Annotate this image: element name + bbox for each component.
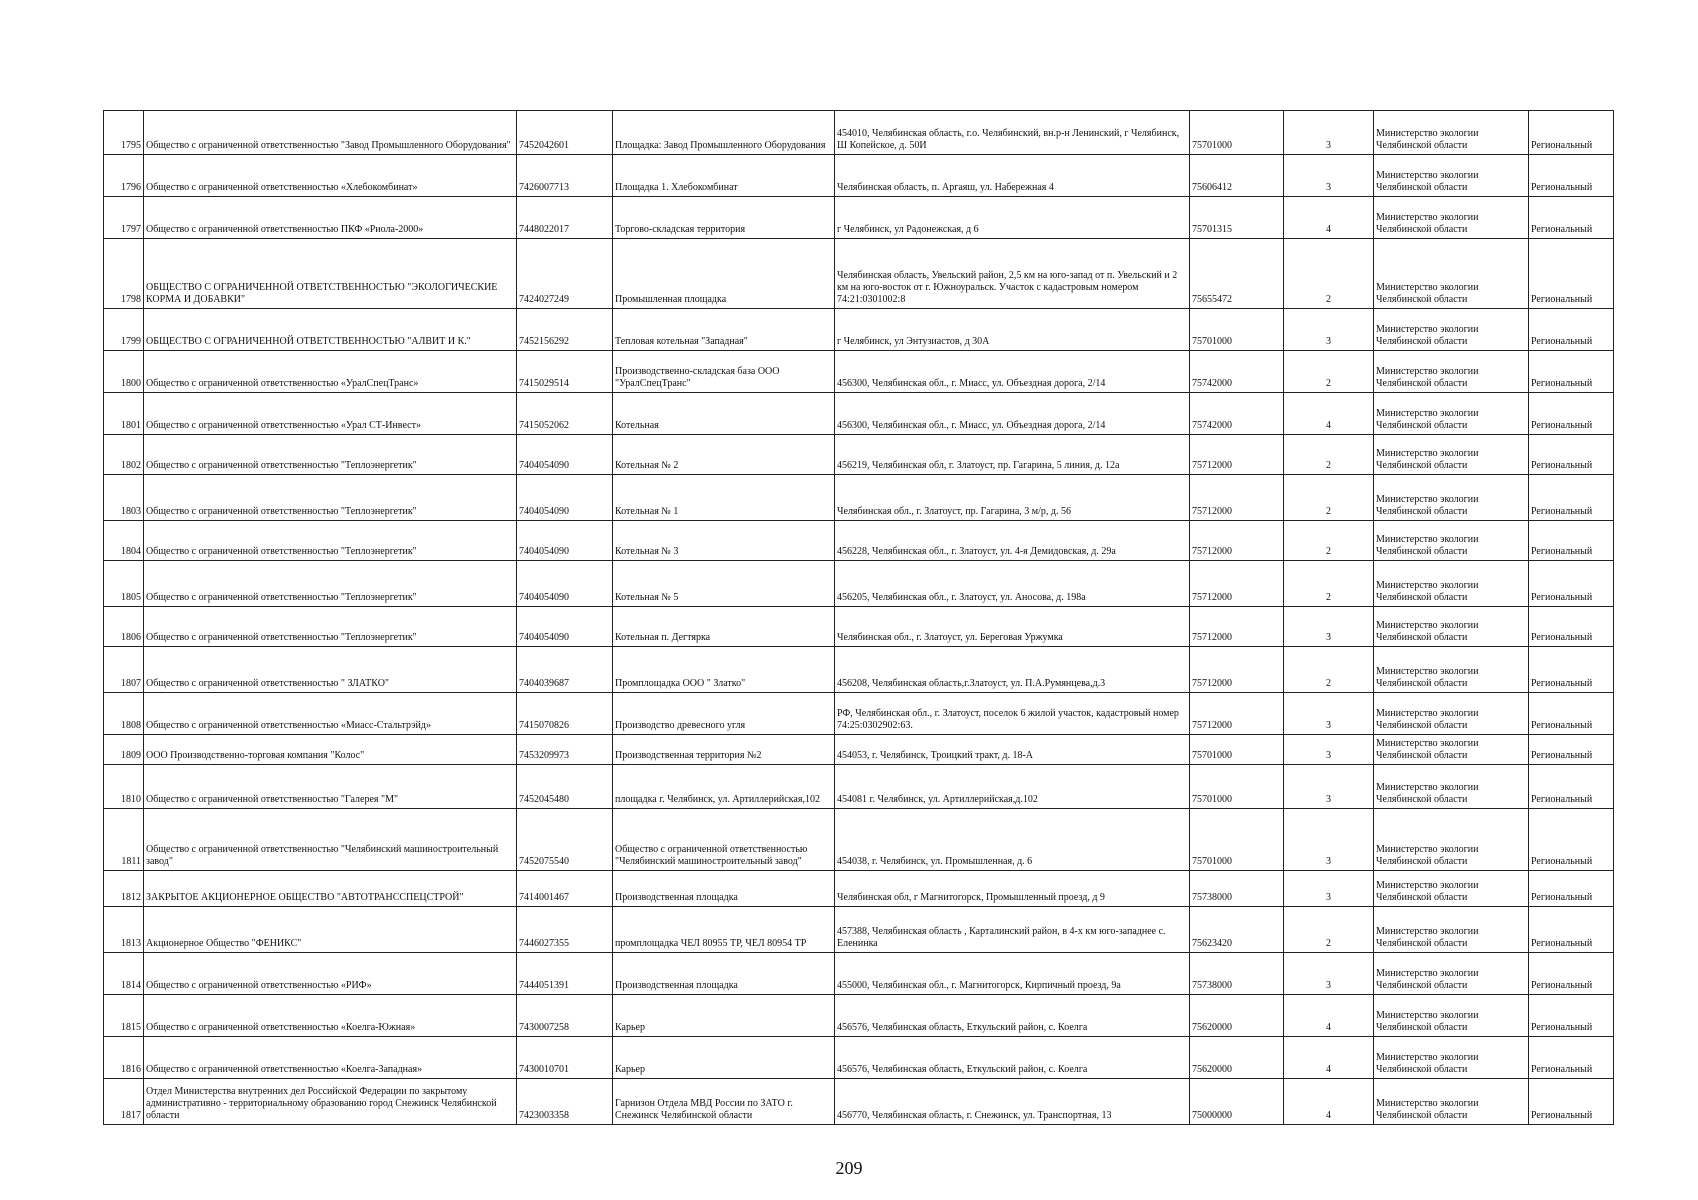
supervision-level: Региональный — [1529, 995, 1614, 1037]
oktmo-code: 75701000 — [1190, 309, 1284, 351]
supervising-authority: Министерство экологии Челябинской области — [1374, 647, 1529, 693]
site-name: Гарнизон Отдела МВД России по ЗАТО г. Снежинск Челябинской области — [613, 1079, 835, 1125]
row-number: 1806 — [104, 607, 144, 647]
oktmo-code: 75701000 — [1190, 809, 1284, 871]
table-row — [104, 111, 1614, 155]
row-number: 1800 — [104, 351, 144, 393]
table-row — [104, 561, 1614, 607]
table-row — [104, 995, 1614, 1037]
organization-name: Общество с ограниченной ответственностью " ЗЛАТКО" — [144, 647, 517, 693]
site-name: Котельная п. Дегтярка — [613, 607, 835, 647]
row-number: 1810 — [104, 765, 144, 809]
site-address: 456219, Челябинская обл, г. Златоуст, пр. Гагарина, 5 линия, д. 12а — [835, 435, 1190, 475]
organization-name: Общество с ограниченной ответственностью «УралСпецТранс» — [144, 351, 517, 393]
supervising-authority: Министерство экологии Челябинской области — [1374, 1079, 1529, 1125]
table-row — [104, 765, 1614, 809]
site-name: Производственная площадка — [613, 871, 835, 907]
site-address: Челябинская область, Увельский район, 2,5 км на юго-запад от п. Увельский и 2 км на юго-восток от г. Южноуральск. Участок с кадастровым номером 74:21:0301002:8 — [835, 239, 1190, 309]
oktmo-code: 75701000 — [1190, 765, 1284, 809]
row-number: 1815 — [104, 995, 144, 1037]
table-row — [104, 871, 1614, 907]
table-row — [104, 907, 1614, 953]
site-name: Производство древесного угля — [613, 693, 835, 735]
row-number: 1795 — [104, 111, 144, 155]
oktmo-code: 75701315 — [1190, 197, 1284, 239]
site-name: Карьер — [613, 1037, 835, 1079]
organization-name: ОБЩЕСТВО С ОГРАНИЧЕННОЙ ОТВЕТСТВЕННОСТЬЮ "АЛВИТ И К." — [144, 309, 517, 351]
organization-name: ООО Производственно-торговая компания "Колос" — [144, 735, 517, 765]
oktmo-code: 75712000 — [1190, 647, 1284, 693]
table-row — [104, 1079, 1614, 1125]
inn: 7415052062 — [517, 393, 613, 435]
supervision-level: Региональный — [1529, 393, 1614, 435]
category: 3 — [1284, 155, 1374, 197]
organization-name: ОБЩЕСТВО С ОГРАНИЧЕННОЙ ОТВЕТСТВЕННОСТЬЮ "ЭКОЛОГИЧЕСКИЕ КОРМА И ДОБАВКИ" — [144, 239, 517, 309]
supervising-authority: Министерство экологии Челябинской области — [1374, 1037, 1529, 1079]
inn: 7404054090 — [517, 607, 613, 647]
table-row — [104, 809, 1614, 871]
category: 4 — [1284, 393, 1374, 435]
category: 3 — [1284, 809, 1374, 871]
oktmo-code: 75655472 — [1190, 239, 1284, 309]
row-number: 1796 — [104, 155, 144, 197]
row-number: 1801 — [104, 393, 144, 435]
supervising-authority: Министерство экологии Челябинской области — [1374, 197, 1529, 239]
table-row — [104, 521, 1614, 561]
supervision-level: Региональный — [1529, 561, 1614, 607]
site-address: Челябинская обл., г. Златоуст, ул. Береговая Уржумка — [835, 607, 1190, 647]
organization-name: Общество с ограниченной ответственностью "Галерея "М" — [144, 765, 517, 809]
organization-name: Общество с ограниченной ответственностью ПКФ «Риола-2000» — [144, 197, 517, 239]
category: 2 — [1284, 521, 1374, 561]
category: 3 — [1284, 607, 1374, 647]
oktmo-code: 75712000 — [1190, 435, 1284, 475]
category: 2 — [1284, 475, 1374, 521]
site-address: РФ, Челябинская обл., г. Златоуст, поселок 6 жилой участок, кадастровый номер 74:25:0302902:63. — [835, 693, 1190, 735]
site-name: Котельная № 3 — [613, 521, 835, 561]
inn: 7446027355 — [517, 907, 613, 953]
inn: 7430010701 — [517, 1037, 613, 1079]
category: 3 — [1284, 111, 1374, 155]
supervision-level: Региональный — [1529, 1079, 1614, 1125]
site-name: Производственная площадка — [613, 953, 835, 995]
inn: 7452045480 — [517, 765, 613, 809]
supervising-authority: Министерство экологии Челябинской области — [1374, 693, 1529, 735]
row-number: 1812 — [104, 871, 144, 907]
inn: 7452042601 — [517, 111, 613, 155]
site-address: Челябинская область, п. Аргаяш, ул. Набережная 4 — [835, 155, 1190, 197]
site-name: Промышленная площадка — [613, 239, 835, 309]
supervising-authority: Министерство экологии Челябинской области — [1374, 435, 1529, 475]
inn: 7404039687 — [517, 647, 613, 693]
site-address: 457388, Челябинская область , Карталинский район, в 4-х км юго-западнее с. Еленинка — [835, 907, 1190, 953]
inn: 7415029514 — [517, 351, 613, 393]
category: 2 — [1284, 351, 1374, 393]
supervising-authority: Министерство экологии Челябинской области — [1374, 765, 1529, 809]
inn: 7424027249 — [517, 239, 613, 309]
supervising-authority: Министерство экологии Челябинской области — [1374, 953, 1529, 995]
inn: 7452156292 — [517, 309, 613, 351]
row-number: 1816 — [104, 1037, 144, 1079]
row-number: 1798 — [104, 239, 144, 309]
site-address: 456770, Челябинская область, г. Снежинск, ул. Транспортная, 13 — [835, 1079, 1190, 1125]
row-number: 1807 — [104, 647, 144, 693]
table-row — [104, 735, 1614, 765]
table-row — [104, 953, 1614, 995]
supervision-level: Региональный — [1529, 111, 1614, 155]
site-name: Котельная — [613, 393, 835, 435]
oktmo-code: 75000000 — [1190, 1079, 1284, 1125]
supervision-level: Региональный — [1529, 765, 1614, 809]
site-address: 455000, Челябинская обл., г. Магнитогорск, Кирпичный проезд, 9а — [835, 953, 1190, 995]
oktmo-code: 75712000 — [1190, 521, 1284, 561]
table-row — [104, 693, 1614, 735]
site-address: 456576, Челябинская область, Еткульский район, с. Коелга — [835, 1037, 1190, 1079]
site-name: Тепловая котельная "Западная" — [613, 309, 835, 351]
supervision-level: Региональный — [1529, 197, 1614, 239]
supervision-level: Региональный — [1529, 309, 1614, 351]
supervision-level: Региональный — [1529, 693, 1614, 735]
site-name: Производственно-складская база ООО "УралСпецТранс" — [613, 351, 835, 393]
supervision-level: Региональный — [1529, 239, 1614, 309]
organization-name: Общество с ограниченной ответственностью «Хлебокомбинат» — [144, 155, 517, 197]
supervising-authority: Министерство экологии Челябинской области — [1374, 351, 1529, 393]
supervision-level: Региональный — [1529, 953, 1614, 995]
category: 3 — [1284, 765, 1374, 809]
oktmo-code: 75623420 — [1190, 907, 1284, 953]
organization-name: Общество с ограниченной ответственностью "Челябинский машиностроительный завод" — [144, 809, 517, 871]
site-name: Промплощадка ООО " Златко" — [613, 647, 835, 693]
oktmo-code: 75620000 — [1190, 995, 1284, 1037]
table-row — [104, 435, 1614, 475]
inn: 7404054090 — [517, 435, 613, 475]
inn: 7404054090 — [517, 475, 613, 521]
site-name: Площадка: Завод Промышленного Оборудования — [613, 111, 835, 155]
site-address: 454010, Челябинская область, г.о. Челябинский, вн.р-н Ленинский, г Челябинск, Ш Копейское, д. 50И — [835, 111, 1190, 155]
category: 2 — [1284, 435, 1374, 475]
table-row — [104, 239, 1614, 309]
supervision-level: Региональный — [1529, 435, 1614, 475]
supervision-level: Региональный — [1529, 735, 1614, 765]
table-row — [104, 351, 1614, 393]
site-address: г Челябинск, ул Энтузиастов, д 30А — [835, 309, 1190, 351]
table-row — [104, 155, 1614, 197]
table-row — [104, 309, 1614, 351]
supervising-authority: Министерство экологии Челябинской области — [1374, 111, 1529, 155]
site-name: промплощадка ЧЕЛ 80955 ТР, ЧЕЛ 80954 ТР — [613, 907, 835, 953]
inn: 7430007258 — [517, 995, 613, 1037]
organization-name: Акционерное Общество "ФЕНИКС" — [144, 907, 517, 953]
category: 3 — [1284, 953, 1374, 995]
site-address: 456300, Челябинская обл., г. Миасс, ул. Объездная дорога, 2/14 — [835, 393, 1190, 435]
oktmo-code: 75712000 — [1190, 475, 1284, 521]
supervising-authority: Министерство экологии Челябинской области — [1374, 239, 1529, 309]
oktmo-code: 75701000 — [1190, 735, 1284, 765]
organization-name: Общество с ограниченной ответственностью "Теплоэнергетик" — [144, 475, 517, 521]
supervising-authority: Министерство экологии Челябинской области — [1374, 309, 1529, 351]
supervising-authority: Министерство экологии Челябинской области — [1374, 475, 1529, 521]
site-address: 456228, Челябинская обл., г. Златоуст, ул. 4-я Демидовская, д. 29а — [835, 521, 1190, 561]
row-number: 1808 — [104, 693, 144, 735]
inn: 7448022017 — [517, 197, 613, 239]
row-number: 1813 — [104, 907, 144, 953]
inn: 7452075540 — [517, 809, 613, 871]
oktmo-code: 75738000 — [1190, 871, 1284, 907]
organization-name: Общество с ограниченной ответственностью "Теплоэнергетик" — [144, 435, 517, 475]
supervising-authority: Министерство экологии Челябинской области — [1374, 809, 1529, 871]
organization-name: Общество с ограниченной ответственностью "Теплоэнергетик" — [144, 607, 517, 647]
organization-name: Общество с ограниченной ответственностью «Коелга-Западная» — [144, 1037, 517, 1079]
site-name: Котельная № 2 — [613, 435, 835, 475]
site-name: Карьер — [613, 995, 835, 1037]
category: 3 — [1284, 309, 1374, 351]
supervision-level: Региональный — [1529, 809, 1614, 871]
supervision-level: Региональный — [1529, 475, 1614, 521]
supervision-level: Региональный — [1529, 871, 1614, 907]
table-row — [104, 607, 1614, 647]
inn: 7444051391 — [517, 953, 613, 995]
inn: 7453209973 — [517, 735, 613, 765]
site-name: Производственная территория №2 — [613, 735, 835, 765]
category: 3 — [1284, 693, 1374, 735]
row-number: 1797 — [104, 197, 144, 239]
organization-name: Общество с ограниченной ответственностью «Миасс-Стальтрэйд» — [144, 693, 517, 735]
organization-name: Общество с ограниченной ответственностью "Завод Промышленного Оборудования" — [144, 111, 517, 155]
supervising-authority: Министерство экологии Челябинской области — [1374, 561, 1529, 607]
oktmo-code: 75606412 — [1190, 155, 1284, 197]
row-number: 1805 — [104, 561, 144, 607]
oktmo-code: 75742000 — [1190, 393, 1284, 435]
table-row — [104, 647, 1614, 693]
category: 4 — [1284, 995, 1374, 1037]
supervision-level: Региональный — [1529, 155, 1614, 197]
row-number: 1804 — [104, 521, 144, 561]
category: 2 — [1284, 239, 1374, 309]
supervising-authority: Министерство экологии Челябинской области — [1374, 607, 1529, 647]
table-row — [104, 475, 1614, 521]
inn: 7423003358 — [517, 1079, 613, 1125]
supervising-authority: Министерство экологии Челябинской области — [1374, 995, 1529, 1037]
site-address: 456576, Челябинская область, Еткульский район, с. Коелга — [835, 995, 1190, 1037]
table-row — [104, 197, 1614, 239]
registry-table-body — [104, 111, 1614, 1125]
site-address: Челябинская обл, г Магнитогорск, Промышленный проезд, д 9 — [835, 871, 1190, 907]
site-address: 454038, г. Челябинск, ул. Промышленная, д. 6 — [835, 809, 1190, 871]
site-name: Общество с ограниченной ответственностью "Челябинский машиностроительный завод" — [613, 809, 835, 871]
oktmo-code: 75712000 — [1190, 607, 1284, 647]
category: 4 — [1284, 1037, 1374, 1079]
row-number: 1802 — [104, 435, 144, 475]
site-address: 456300, Челябинская обл., г. Миасс, ул. Объездная дорога, 2/14 — [835, 351, 1190, 393]
inn: 7404054090 — [517, 561, 613, 607]
supervising-authority: Министерство экологии Челябинской области — [1374, 155, 1529, 197]
supervision-level: Региональный — [1529, 907, 1614, 953]
organization-name: ЗАКРЫТОЕ АКЦИОНЕРНОЕ ОБЩЕСТВО "АВТОТРАНССПЕЦСТРОЙ" — [144, 871, 517, 907]
organization-name: Общество с ограниченной ответственностью "Теплоэнергетик" — [144, 521, 517, 561]
supervision-level: Региональный — [1529, 1037, 1614, 1079]
oktmo-code: 75738000 — [1190, 953, 1284, 995]
site-address: 454081 г. Челябинск, ул. Артиллерийская,д.102 — [835, 765, 1190, 809]
row-number: 1811 — [104, 809, 144, 871]
registry-table — [103, 110, 1614, 1125]
site-name: Площадка 1. Хлебокомбинат — [613, 155, 835, 197]
site-name: Торгово-складская территория — [613, 197, 835, 239]
organization-name: Общество с ограниченной ответственностью «Урал СТ-Инвест» — [144, 393, 517, 435]
site-address: 454053, г. Челябинск, Троицкий тракт, д. 18-А — [835, 735, 1190, 765]
row-number: 1799 — [104, 309, 144, 351]
organization-name: Общество с ограниченной ответственностью "Теплоэнергетик" — [144, 561, 517, 607]
category: 3 — [1284, 871, 1374, 907]
site-address: 456205, Челябинская обл., г. Златоуст, ул. Аносова, д. 198а — [835, 561, 1190, 607]
supervision-level: Региональный — [1529, 351, 1614, 393]
site-address: Челябинская обл., г. Златоуст, пр. Гагарина, 3 м/р, д. 56 — [835, 475, 1190, 521]
inn: 7426007713 — [517, 155, 613, 197]
oktmo-code: 75620000 — [1190, 1037, 1284, 1079]
supervision-level: Региональный — [1529, 647, 1614, 693]
supervising-authority: Министерство экологии Челябинской области — [1374, 521, 1529, 561]
supervising-authority: Министерство экологии Челябинской области — [1374, 735, 1529, 765]
category: 4 — [1284, 1079, 1374, 1125]
organization-name: Отдел Министерства внутренних дел Российской Федерации по закрытому административно - территориальному образованию город Снежинск Челябинской области — [144, 1079, 517, 1125]
supervision-level: Региональный — [1529, 607, 1614, 647]
row-number: 1803 — [104, 475, 144, 521]
category: 2 — [1284, 561, 1374, 607]
row-number: 1814 — [104, 953, 144, 995]
page-number: 209 — [835, 1158, 863, 1178]
row-number: 1809 — [104, 735, 144, 765]
site-address: 456208, Челябинская область,г.Златоуст, ул. П.А.Румянцева,д.3 — [835, 647, 1190, 693]
inn: 7414001467 — [517, 871, 613, 907]
table-row — [104, 393, 1614, 435]
oktmo-code: 75701000 — [1190, 111, 1284, 155]
category: 2 — [1284, 647, 1374, 693]
inn: 7415070826 — [517, 693, 613, 735]
oktmo-code: 75712000 — [1190, 693, 1284, 735]
site-name: Котельная № 5 — [613, 561, 835, 607]
oktmo-code: 75712000 — [1190, 561, 1284, 607]
site-name: Котельная № 1 — [613, 475, 835, 521]
oktmo-code: 75742000 — [1190, 351, 1284, 393]
supervising-authority: Министерство экологии Челябинской области — [1374, 393, 1529, 435]
site-name: площадка г. Челябинск, ул. Артиллерийская,102 — [613, 765, 835, 809]
supervising-authority: Министерство экологии Челябинской области — [1374, 907, 1529, 953]
category: 3 — [1284, 735, 1374, 765]
table-row — [104, 1037, 1614, 1079]
supervising-authority: Министерство экологии Челябинской области — [1374, 871, 1529, 907]
supervision-level: Региональный — [1529, 521, 1614, 561]
site-address: г Челябинск, ул Радонежская, д 6 — [835, 197, 1190, 239]
organization-name: Общество с ограниченной ответственностью «РИФ» — [144, 953, 517, 995]
row-number: 1817 — [104, 1079, 144, 1125]
category: 4 — [1284, 197, 1374, 239]
category: 2 — [1284, 907, 1374, 953]
organization-name: Общество с ограниченной ответственностью «Коелга-Южная» — [144, 995, 517, 1037]
inn: 7404054090 — [517, 521, 613, 561]
